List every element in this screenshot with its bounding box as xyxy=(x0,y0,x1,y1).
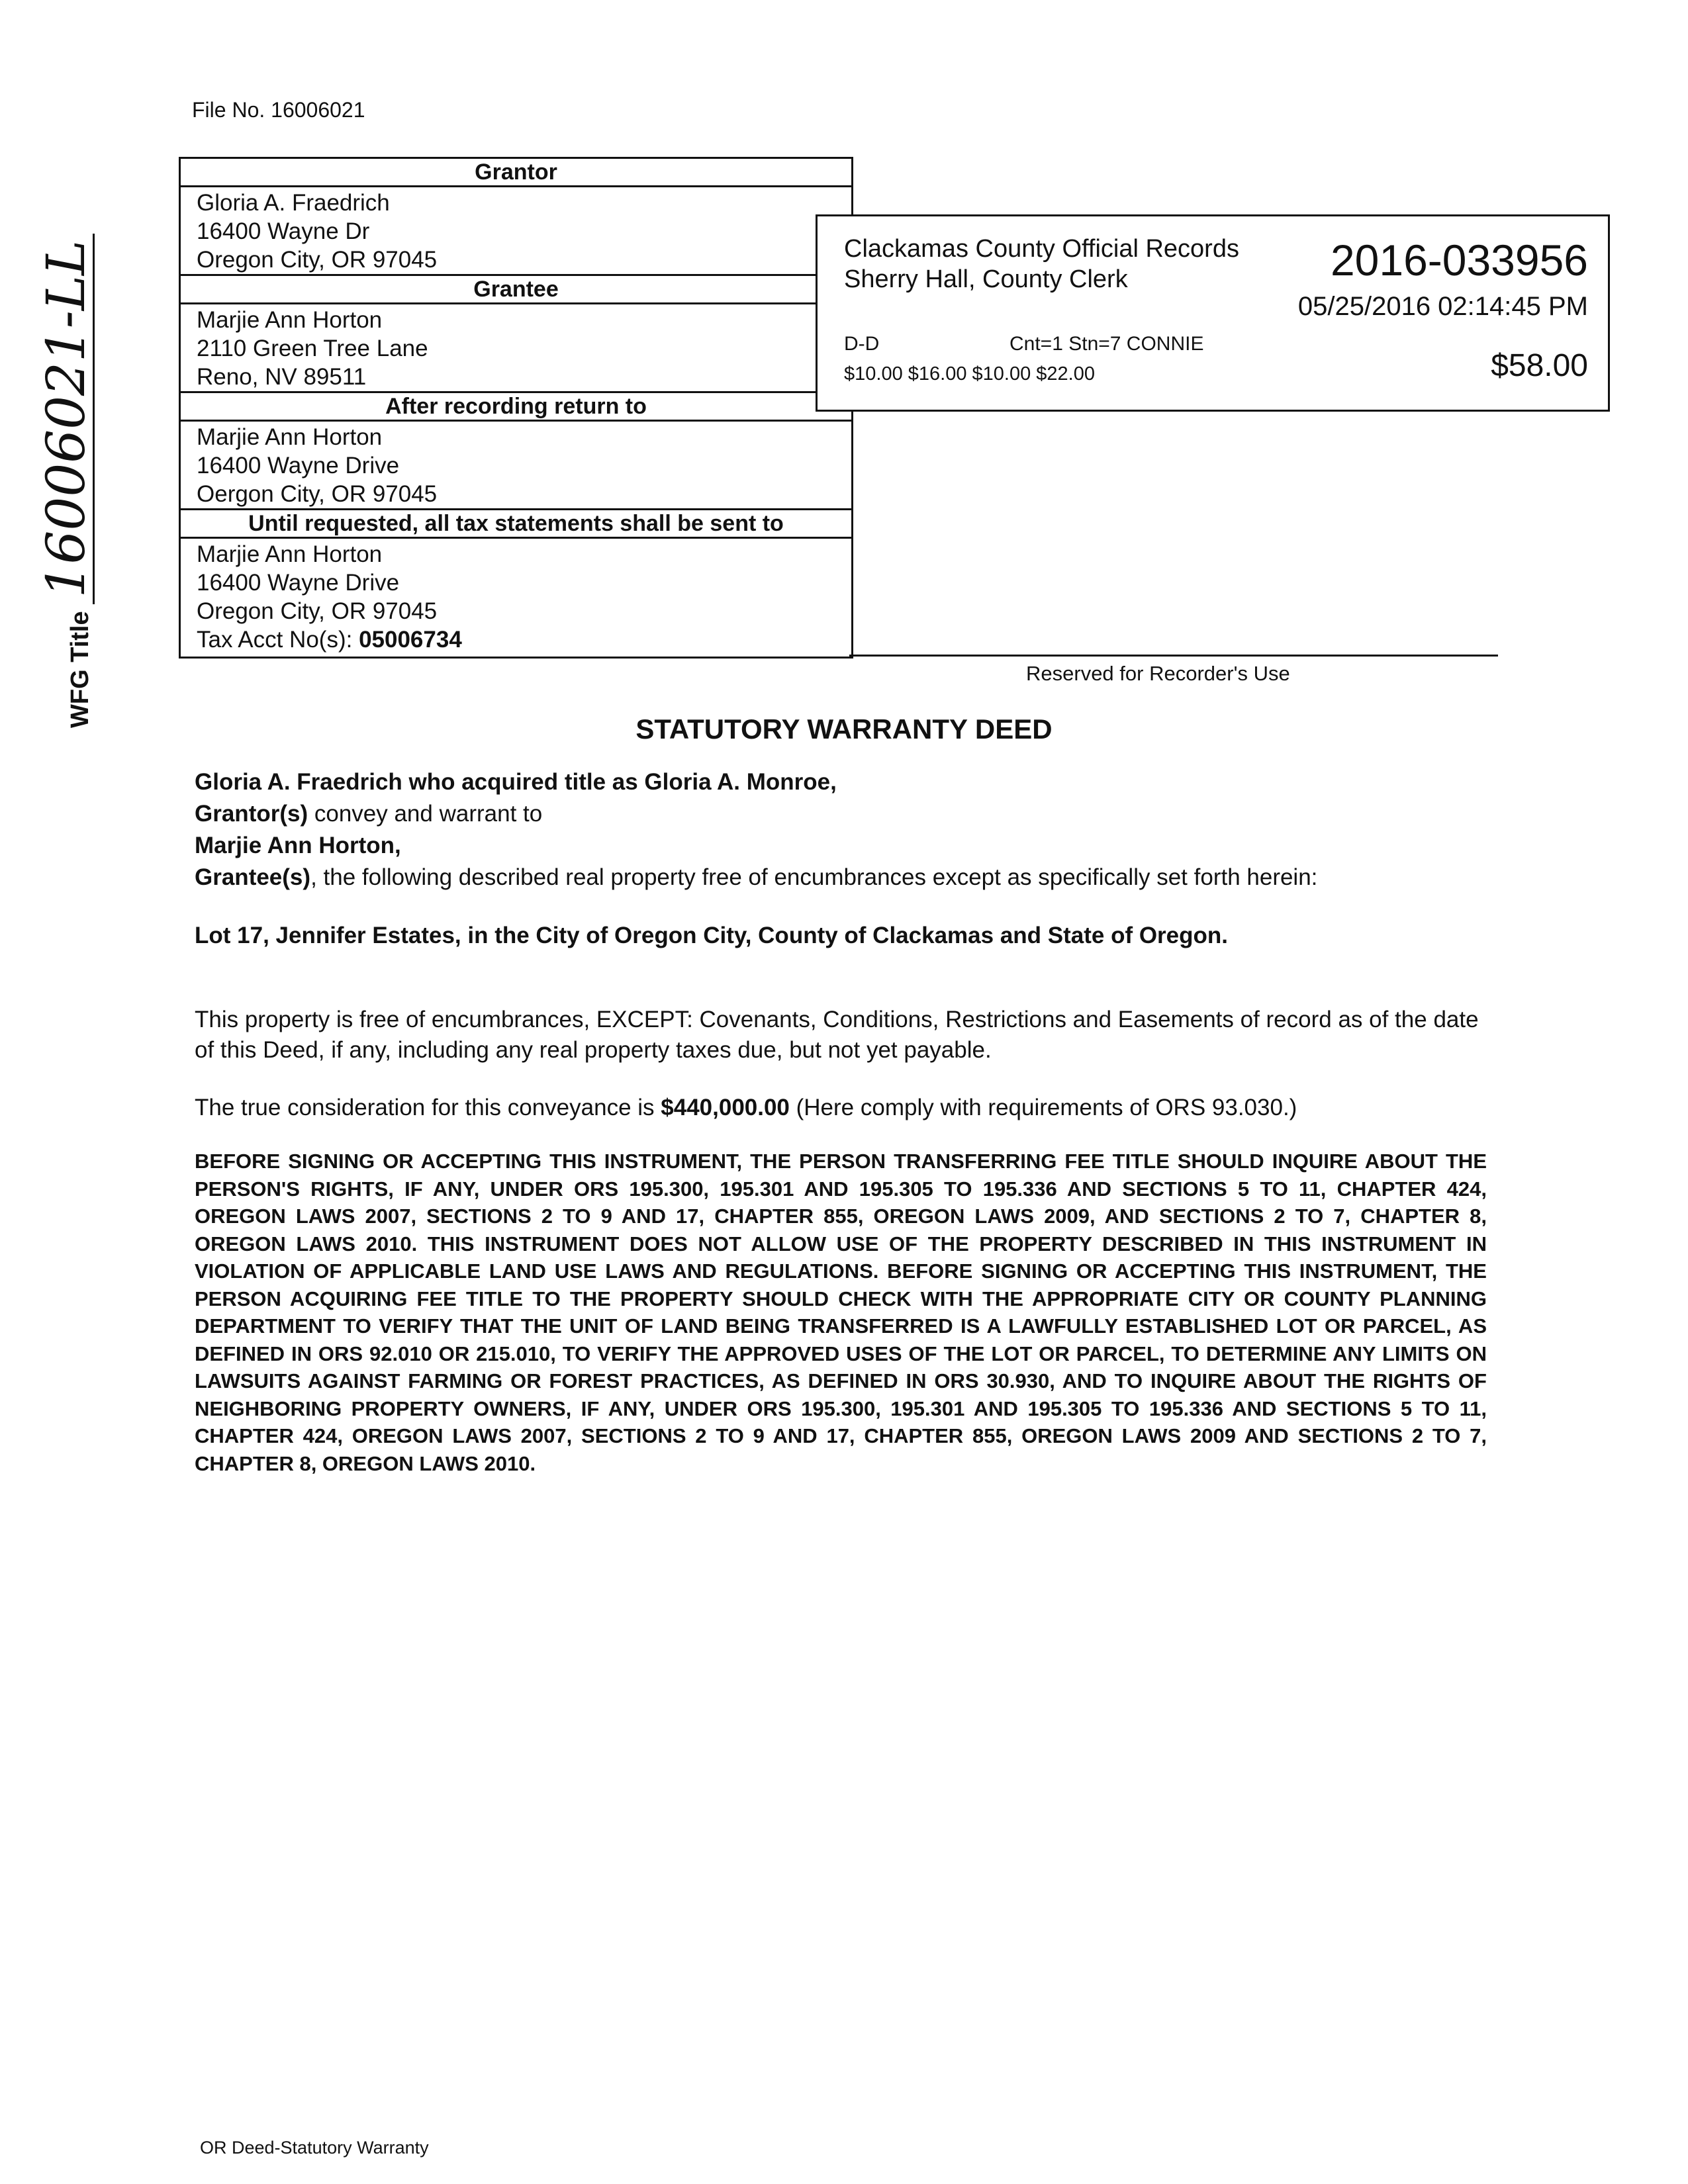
tax-statements-block xyxy=(181,539,851,659)
recorder-use-line xyxy=(849,655,1498,657)
file-number: File No. 16006021 xyxy=(192,98,365,122)
grantee-name: Marjie Ann Horton xyxy=(197,307,383,333)
statutory-notice: BEFORE SIGNING OR ACCEPTING THIS INSTRUMENT, THE PERSON TRANSFERRING FEE TITLE SHOULD INQUIRE ABOUT THE PERSON'S RIGHTS, IF ANY, UNDER ORS 195.300, 195.301 AND 195.305 TO 195.336 AND SECTIONS 5 TO 11, CHAPTER 424, OREGON LAWS 2007, SECTIONS 2 TO 9 AND 17, CHAPTER 855, OREGON LAWS 2009, AND SECTIONS 2 TO 7, CHAPTER 8, OREGON LAWS 2010. THIS INSTRUMENT DOES NOT ALLOW USE OF THE PROPERTY DESCRIBED IN THIS INSTRUMENT IN VIOLATION OF APPLICABLE LAND USE LAWS AND REGULATIONS. BEFORE SIGNING OR ACCEPTING THIS INSTRUMENT, THE PERSON ACQUIRING FEE TITLE TO THE PROPERTY SHOULD CHECK WITH THE APPROPRIATE CITY OR COUNTY PLANNING DEPARTMENT TO VERIFY THAT THE UNIT OF LAND BEING TRANSFERRED IS A LAWFULLY ESTABLISHED LOT OR PARCEL, AS DEFINED IN ORS 92.010 OR 215.010, TO VERIFY THE APPROVED USES OF THE LOT OR PARCEL, TO DETERMINE ANY LIMITS ON LAWSUITS AGAINST FARMING OR FOREST PRACTICES, AS DEFINED IN ORS 30.930, AND TO INQUIRE ABOUT THE RIGHTS OF NEIGHBORING PROPERTY OWNERS, IF ANY, UNDER ORS 195.300, 195.301 AND 195.305 TO 195.336 AND SECTIONS 5 TO 11, CHAPTER 424, OREGON LAWS 2007, SECTIONS 2 TO 9 AND 17, CHAPTER 855, OREGON LAWS 2009 AND SECTIONS 2 TO 7, CHAPTER 8, OREGON LAWS 2010. xyxy=(195,1150,1487,1475)
recording-doc-type: D-D xyxy=(844,333,880,355)
grantee-text: , the following described real property free of encumbrances except as specifically set forth herein: xyxy=(310,864,1318,890)
recording-number: 2016-033956 xyxy=(1330,236,1588,285)
handwritten-file-number: 16006021-LL xyxy=(40,234,95,604)
encumbrances-paragraph: This property is free of encumbrances, EXCEPT: Covenants, Conditions, Restrictions and Easements of record as of the date of this Deed, if any, including any real property taxes due, but not yet payable. xyxy=(195,1007,1479,1063)
legal-description: Lot 17, Jennifer Estates, in the City of Oregon City, County of Clackamas and State of Oregon. xyxy=(195,923,1229,948)
return-to-header: After recording return to xyxy=(181,391,851,422)
consideration-pre: The true consideration for this conveyance is xyxy=(195,1095,661,1120)
tax-to-city: Oregon City, OR 97045 xyxy=(197,598,438,624)
grantee-word: Grantee(s) xyxy=(195,864,311,890)
recorder-use-label: Reserved for Recorder's Use xyxy=(1026,662,1290,685)
recording-fees: $10.00 $16.00 $10.00 $22.00 xyxy=(844,363,1095,385)
parties-table xyxy=(179,157,853,659)
return-to-street: 16400 Wayne Drive xyxy=(197,453,400,478)
document-title: STATUTORY WARRANTY DEED xyxy=(635,713,1053,745)
consideration-amount: $440,000.00 xyxy=(661,1095,790,1120)
form-footer: OR Deed-Statutory Warranty xyxy=(200,2138,429,2158)
convey-line xyxy=(195,798,1317,830)
grantor-block xyxy=(181,187,851,274)
grantor-statement: Gloria A. Fraedrich who acquired title as Gloria A. Monroe, xyxy=(195,769,837,795)
return-to-name: Marjie Ann Horton xyxy=(197,424,383,450)
recording-datetime: 05/25/2016 02:14:45 PM xyxy=(1297,292,1588,321)
tax-account-label: Tax Acct No(s): xyxy=(197,627,353,653)
tax-statements-header: Until requested, all tax statements shall be sent to xyxy=(181,508,851,539)
tax-account-line xyxy=(197,625,851,654)
recording-counts: Cnt=1 Stn=7 CONNIE xyxy=(1009,333,1204,355)
grantee-block xyxy=(181,304,851,391)
return-to-city: Oergon City, OR 97045 xyxy=(197,481,438,507)
side-title: WFG Title xyxy=(66,611,94,728)
consideration-post: (Here comply with requirements of ORS 93.030.) xyxy=(789,1095,1297,1120)
grantor-name: Gloria A. Fraedrich xyxy=(197,190,390,216)
parties-paragraph xyxy=(195,766,1317,893)
convey-text: convey and warrant to xyxy=(308,801,543,827)
grantor-header: Grantor xyxy=(181,159,851,187)
grantee-line xyxy=(195,862,1317,893)
tax-to-street: 16400 Wayne Drive xyxy=(197,570,400,596)
grantor-street: 16400 Wayne Dr xyxy=(197,218,370,244)
grantee-header: Grantee xyxy=(181,274,851,304)
return-to-block xyxy=(181,422,851,508)
recording-total: $58.00 xyxy=(1491,348,1588,383)
grantor-city: Oregon City, OR 97045 xyxy=(197,247,438,273)
recording-clerk: Sherry Hall, County Clerk xyxy=(844,265,1128,293)
grantee-street: 2110 Green Tree Lane xyxy=(197,336,428,361)
tax-to-name: Marjie Ann Horton xyxy=(197,541,383,567)
tax-account-number: 05006734 xyxy=(359,627,462,653)
recording-county-block xyxy=(844,234,1239,295)
recording-county: Clackamas County Official Records xyxy=(844,235,1239,263)
consideration-paragraph xyxy=(195,1095,1297,1121)
recording-stamp xyxy=(816,214,1610,412)
side-title-stamp xyxy=(35,234,97,728)
grantee-city: Reno, NV 89511 xyxy=(197,364,367,390)
grantee-statement: Marjie Ann Horton, xyxy=(195,833,401,858)
grantor-word: Grantor(s) xyxy=(195,801,308,827)
